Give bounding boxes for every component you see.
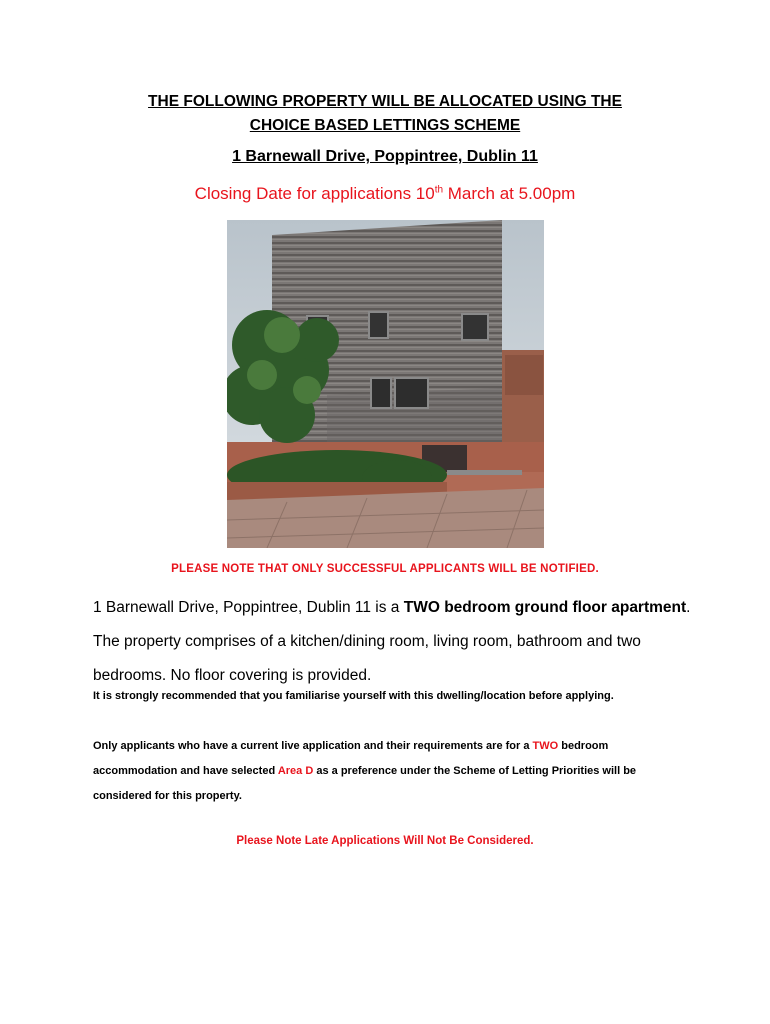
eligibility-part-2: bedroom accommodation and have selected bbox=[93, 740, 609, 777]
heading-line-2: CHOICE BASED LETTINGS SCHEME bbox=[249, 117, 521, 134]
property-address: 1 Barnewall Drive, Poppintree, Dublin 11 bbox=[232, 148, 538, 165]
description-bold: TWO bedroom ground floor apartment bbox=[403, 599, 687, 616]
late-applications-notice: Please Note Late Applications Will Not Be Considered. bbox=[236, 835, 534, 847]
heading-line-1: THE FOLLOWING PROPERTY WILL BE ALLOCATED USING THE bbox=[148, 93, 622, 110]
eligibility-bedroom-count: TWO bbox=[532, 740, 559, 752]
eligibility-text bbox=[93, 734, 693, 809]
eligibility-part-3: as a preference under the Scheme of Letting Priorities will be considered for this property. bbox=[93, 765, 637, 802]
description-text-1: 1 Barnewall Drive, Poppintree, Dublin 11 is a bbox=[93, 599, 404, 616]
closing-date-suffix: March at 5.00pm bbox=[443, 184, 576, 203]
notification-notice: PLEASE NOTE THAT ONLY SUCCESSFUL APPLICANTS WILL BE NOTIFIED. bbox=[171, 563, 599, 575]
property-photo bbox=[227, 220, 544, 548]
recommendation-text: It is strongly recommended that you familiarise yourself with this dwelling/location before applying. bbox=[93, 690, 614, 702]
closing-date bbox=[0, 184, 770, 204]
property-description bbox=[93, 591, 693, 693]
eligibility-part-1: Only applicants who have a current live application and their requirements are for a bbox=[93, 740, 533, 752]
eligibility-area: Area D bbox=[277, 765, 314, 777]
description-text-2: . The property comprises of a kitchen/dining room, living room, bathroom and two bedrooms. No floor covering is provided. bbox=[93, 599, 691, 684]
closing-date-prefix: Closing Date for applications 10 bbox=[194, 184, 435, 203]
closing-date-superscript: th bbox=[434, 184, 444, 196]
